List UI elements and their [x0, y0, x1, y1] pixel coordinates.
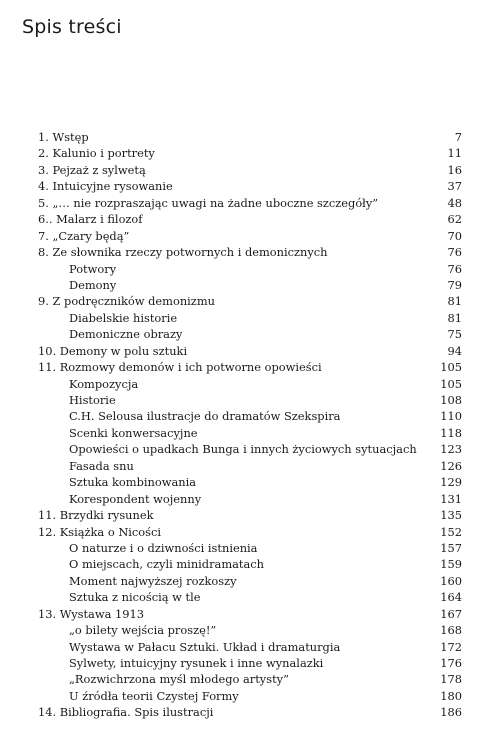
toc-page-number: 126: [440, 458, 462, 473]
toc-entry: [38, 195, 462, 211]
toc-entry-title: Kompozycja: [69, 376, 139, 391]
toc-subentry: [38, 573, 462, 589]
toc-entry-title: U źródła teorii Czystej Formy: [69, 688, 239, 703]
toc-entry: [38, 704, 462, 720]
toc-page-number: 180: [440, 688, 462, 703]
toc-entry-title: „Rozwichrzona myśl młodego artysty”: [69, 672, 289, 687]
toc-entry: [38, 244, 462, 260]
toc-entry: [38, 359, 462, 375]
toc-entry: [38, 606, 462, 622]
toc-subentry: [38, 376, 462, 392]
toc-page-number: 110: [440, 409, 462, 424]
toc-page-number: 135: [440, 508, 462, 523]
toc-entry: [38, 293, 462, 309]
toc-entry-title: Fasada snu: [69, 458, 134, 473]
toc-entry: [38, 145, 462, 161]
toc-subentry: [38, 458, 462, 474]
toc-subentry: [38, 589, 462, 605]
toc-page-number: 164: [440, 590, 462, 605]
toc-page-number: 81: [447, 294, 462, 309]
toc-page-number: 37: [447, 179, 462, 194]
toc-entry-title: Moment najwyższej rozkoszy: [69, 573, 237, 588]
toc-page-number: 7: [454, 130, 462, 144]
toc-subentry: [38, 540, 462, 556]
toc-page-number: 16: [447, 162, 462, 177]
toc-entry: [38, 211, 462, 227]
toc-entry-title: C.H. Selousa ilustracje do dramatów Szekspira: [69, 409, 341, 424]
toc-entry-title: Korespondent wojenny: [69, 491, 202, 506]
toc-entry: [38, 524, 462, 540]
toc-page-number: 75: [447, 327, 462, 342]
toc-page-number: 178: [440, 672, 462, 687]
toc-entry-title: „o bilety wejścia proszę!”: [69, 623, 217, 638]
toc-entry-title: 14. Bibliografia. Spis ilustracji: [38, 705, 214, 720]
toc-entry-title: 4. Intuicyjne rysowanie: [38, 179, 173, 194]
toc-page-number: 11: [447, 146, 462, 161]
toc-entry-title: Sztuka kombinowania: [69, 475, 197, 490]
toc-entry-title: Opowieści o upadkach Bunga i innych życiowych sytuacjach: [69, 442, 417, 457]
toc-page-number: 118: [440, 425, 462, 440]
toc-entry-title: O miejscach, czyli minidramatach: [69, 557, 264, 572]
toc-page-number: 62: [447, 212, 462, 227]
toc-entry-title: 3. Pejzaż z sylwetą: [38, 162, 146, 177]
toc-subentry: [38, 310, 462, 326]
toc-entry-title: 2. Kalunio i portrety: [38, 146, 155, 161]
toc-subentry: [38, 277, 462, 293]
page-title: Spis treści: [22, 16, 122, 38]
toc-entry: [38, 162, 462, 178]
toc-page-number: 167: [440, 606, 462, 621]
toc-page-number: 186: [440, 705, 462, 720]
toc-entry-title: 6.. Malarz i filozof: [38, 212, 143, 227]
toc-entry: [38, 228, 462, 244]
toc-subentry: [38, 392, 462, 408]
toc-entry-title: 5. „… nie rozpraszając uwagi na żadne uboczne szczegóły”: [38, 195, 379, 210]
toc-page-number: 76: [447, 261, 462, 276]
toc-page-number: 79: [447, 277, 462, 292]
toc-entry: [38, 178, 462, 194]
toc-entry: [38, 507, 462, 523]
toc-entry-title: Sylwety, intuicyjny rysunek i inne wynalazki: [69, 656, 324, 670]
toc-page-number: 129: [440, 475, 462, 490]
toc-subentry: [38, 425, 462, 441]
toc-entry-title: Demoniczne obrazy: [69, 327, 183, 342]
toc-subentry: [38, 491, 462, 507]
toc-subentry: [38, 474, 462, 490]
toc-entry-title: Scenki konwersacyjne: [69, 425, 198, 440]
toc-entry-title: Demony: [69, 277, 117, 292]
toc-subentry: [38, 655, 462, 671]
toc-entry-title: 1. Wstęp: [38, 130, 89, 144]
toc-entry-title: 13. Wystawa 1913: [38, 606, 144, 621]
toc-entry-title: 12. Książka o Nicości: [38, 524, 162, 539]
toc-page-number: 105: [440, 360, 462, 375]
toc-entry-title: Diabelskie historie: [69, 310, 178, 325]
toc-subentry: [38, 261, 462, 277]
toc-page-number: 123: [440, 442, 462, 457]
toc-page-number: 176: [440, 656, 462, 670]
toc-page-number: 108: [440, 393, 462, 407]
toc-page-number: 76: [447, 245, 462, 260]
toc-page-number: 172: [440, 639, 462, 654]
toc-page-number: 160: [440, 573, 462, 588]
toc-entry-title: O naturze i o dziwności istnienia: [69, 540, 258, 555]
toc-page-number: 48: [447, 195, 462, 210]
toc-entry-title: 10. Demony w polu sztuki: [38, 343, 188, 358]
toc-page-number: 168: [440, 623, 462, 638]
toc-subentry: [38, 622, 462, 638]
toc-page-number: 157: [440, 540, 462, 555]
toc-entry: [38, 129, 462, 145]
toc-entry-title: 7. „Czary będą”: [38, 228, 130, 243]
toc-subentry: [38, 408, 462, 424]
toc-entry-title: 8. Ze słownika rzeczy potwornych i demonicznych: [38, 245, 328, 260]
toc-entry-title: 11. Rozmowy demonów i ich potworne opowieści: [38, 360, 322, 375]
toc-entry-title: 9. Z podręczników demonizmu: [38, 294, 215, 309]
toc-page-number: 152: [440, 524, 462, 539]
toc-page-number: 70: [447, 228, 462, 243]
toc-entry-title: Historie: [69, 393, 116, 407]
toc-subentry: [38, 671, 462, 687]
table-of-contents: [38, 129, 462, 721]
toc-subentry: [38, 441, 462, 457]
toc-entry-title: 11. Brzydki rysunek: [38, 508, 154, 523]
toc-subentry: [38, 688, 462, 704]
toc-entry: [38, 343, 462, 359]
toc-page-number: 81: [447, 310, 462, 325]
toc-page-number: 159: [440, 557, 462, 572]
toc-entry-title: Wystawa w Pałacu Sztuki. Układ i dramaturgia: [69, 639, 341, 654]
toc-subentry: [38, 326, 462, 342]
toc-entry-title: Potwory: [69, 261, 117, 276]
toc-subentry: [38, 556, 462, 572]
toc-subentry: [38, 639, 462, 655]
toc-page-number: 94: [447, 343, 462, 358]
toc-page-number: 105: [440, 376, 462, 391]
toc-entry-title: Sztuka z nicością w tle: [69, 590, 201, 605]
toc-page-number: 131: [440, 491, 462, 506]
